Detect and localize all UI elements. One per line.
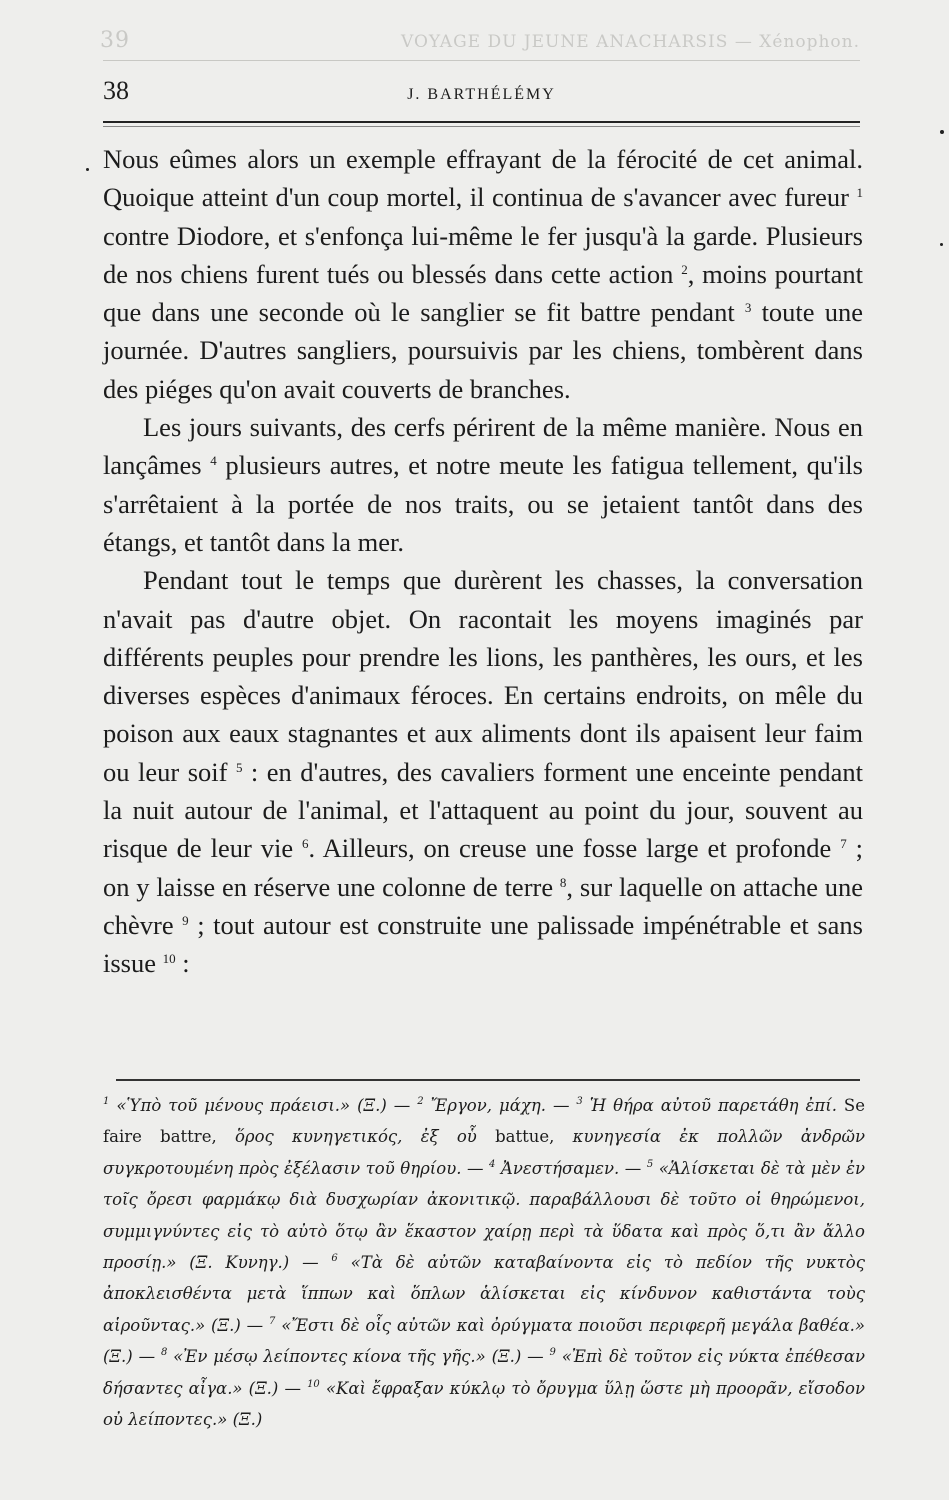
footnotes: [103, 1090, 865, 1435]
text-run: : en d'autres, des cavaliers forment une enceinte pendant la nuit autour de l'animal, et l'attaquent au point du jour, souvent au risque de leur vie: [103, 756, 863, 864]
paragraph: [103, 561, 863, 982]
footnote-marker: 8: [559, 874, 567, 890]
text-run: «Ἁλίσκεται δὲ τὰ μὲν ἐν τοῖς ὄρεσι φαρμάκῳ διὰ δυσχωρίαν ἀκονιτικῷ. παραβάλλουσι δὲ τοῦτο οἱ θηρώμενοι, συμμιγνύντες εἰς τὸ αὐτὸ ὅτῳ ἂν ἕκαστον χαίρῃ περὶ τὰ ὕδατα καὶ πρὸς ὅ,τι ἂν ἄλλο προσίῃ.» (Ξ. Κυνηγ.) —: [103, 1158, 865, 1273]
paper-speck: [940, 130, 944, 134]
footnote-marker: 7: [840, 836, 847, 852]
text-run: κυνηγεσία ἐκ πολλῶν ἀνδρῶν συγκροτουμένη πρὸς ἐξέλασιν τοῦ θηρίου. —: [103, 1127, 865, 1178]
text-run: contre Diodore, et s'enfonça lui-même le fer jusqu'à la garde. Plusieurs de nos chiens furent tués ou blessés dans cette action: [103, 220, 863, 289]
text-run: Nous eûmes alors un exemple effrayant de la férocité de cet animal. Quoique atteint d'un coup mortel, il continua de s'avancer avec fureur: [103, 144, 863, 213]
bleed-rule: [103, 60, 860, 61]
footnote-marker: 6: [331, 1253, 338, 1265]
text-run: «Ἔστι δὲ οἷς αὐτῶν καὶ ὀρύγματα ποιοῦσι περιφερῆ μεγάλα βαθέα.» (Ξ.) —: [103, 1315, 865, 1367]
footnote-marker: 9: [182, 912, 189, 928]
french-gloss: battue,: [495, 1127, 555, 1147]
text-run: :: [175, 948, 190, 979]
bleed-page-number: 39: [100, 28, 130, 53]
text-run: , sur laquelle on attache une chèvre: [103, 871, 864, 940]
footnote-marker: 5: [235, 759, 243, 775]
text-run: «Ἐν μέσῳ λείποντες κίονα τῆς γῆς.» (Ξ.) —: [167, 1347, 550, 1367]
paragraph: [103, 408, 863, 561]
footnote-marker: 3: [576, 1096, 583, 1107]
text-run: ὅρος κυνηγετικός, ἐξ οὗ: [216, 1127, 496, 1147]
paper-speck: [86, 168, 89, 171]
footnote-marker: 5: [646, 1158, 654, 1170]
french-gloss: Se faire battre,: [103, 1096, 865, 1147]
text-run: , moins pourtant que dans une seconde où le sanglier se fit battre pendant: [103, 258, 863, 328]
footnote-marker: 1: [103, 1096, 110, 1107]
footnote-rule: [116, 1079, 860, 1081]
header-rule-thin: [103, 126, 860, 127]
footnote-marker: 7: [269, 1315, 276, 1327]
footnote-marker: 9: [549, 1347, 556, 1359]
body-text: [103, 140, 863, 983]
text-run: «Τὰ δὲ αὐτῶν καταβαίνοντα εἰς τὸ πεδίον τῆς νυκτὸς ἀποκλεισθέντα μετὰ ἵππων καὶ ὅπλων ἁλίσκεται εἰς κίνδυνον καθιστάντα τοὺς αἱροῦντας.» (Ξ.) —: [103, 1253, 865, 1335]
footnote-marker: 10: [162, 951, 176, 967]
bleed-running-title: VOYAGE DU JEUNE ANACHARSIS — Xénophon.: [400, 32, 860, 52]
running-title: J. BARTHÉLÉMY: [407, 86, 556, 103]
text-run: Ἀνεστήσαμεν. —: [495, 1158, 647, 1178]
text-run: «Ἐπὶ δὲ τοῦτον εἰς νύκτα ἐπέθεσαν δήσαντες αἶγα.» (Ξ.) —: [103, 1347, 866, 1398]
footnote-marker: 8: [160, 1347, 168, 1359]
text-run: Ἡ θήρα αὐτοῦ παρετάθη ἐπί.: [582, 1096, 844, 1115]
bleed-through-header: [100, 28, 860, 58]
footnote-marker: 4: [489, 1158, 496, 1170]
footnote-block: [103, 1090, 865, 1435]
footnote-marker: 10: [307, 1378, 320, 1390]
text-run: plusieurs autres, et notre meute les fatigua tellement, qu'ils s'arrêtaient à la portée de nos traits, ou se jetaient tantôt dans des étangs, et tantôt dans la mer.: [103, 450, 863, 557]
text-run: «Ὑπὸ τοῦ μένους πράεισι.» (Ξ.) —: [109, 1096, 418, 1115]
footnote-marker: 2: [681, 261, 688, 277]
page-header: [103, 76, 860, 116]
footnote-marker: 3: [744, 300, 752, 316]
text-run: toute une journée. D'autres sangliers, poursuivis par les chiens, tombèrent dans des piéges qu'on avait couverts de branches.: [103, 297, 864, 404]
text-run: ; tout autour est construite une palissade impénétrable et sans issue: [103, 909, 863, 979]
text-run: Les jours suivants, des cerfs périrent de la même manière. Nous en lançâmes: [103, 412, 863, 481]
footnote-marker: 6: [302, 836, 309, 852]
text-run: Ἔργον, μάχη. —: [423, 1096, 577, 1115]
text-run: Pendant tout le temps que durèrent les chasses, la conversation n'avait pas d'autre objet. On racontait les moyens imaginés par différents peuples pour prendre les lions, les panthères, les ours, et les diverses espèces d'animaux féroces. En certains endroits, on mêle du poison aux eaux stagnantes et aux aliments dont ils apaisent leur faim ou leur soif: [103, 565, 863, 787]
header-rule: [103, 121, 860, 123]
footnote-marker: 2: [417, 1096, 424, 1107]
paper-speck: [940, 243, 943, 246]
footnote-marker: 4: [210, 453, 217, 469]
page-number: 38: [103, 76, 129, 105]
text-run: . Ailleurs, on creuse une fosse large et profonde: [308, 833, 841, 864]
paragraph: [103, 140, 863, 408]
footnote-marker: 1: [856, 185, 863, 201]
text-run: «Καὶ ἔφραξαν κύκλῳ τὸ ὄρυγμα ὕλῃ ὥστε μὴ προορᾶν, εἴσοδον οὐ λείποντες.» (Ξ.): [103, 1378, 865, 1430]
text-run: ; on y laisse en réserve une colonne de terre: [103, 833, 863, 902]
